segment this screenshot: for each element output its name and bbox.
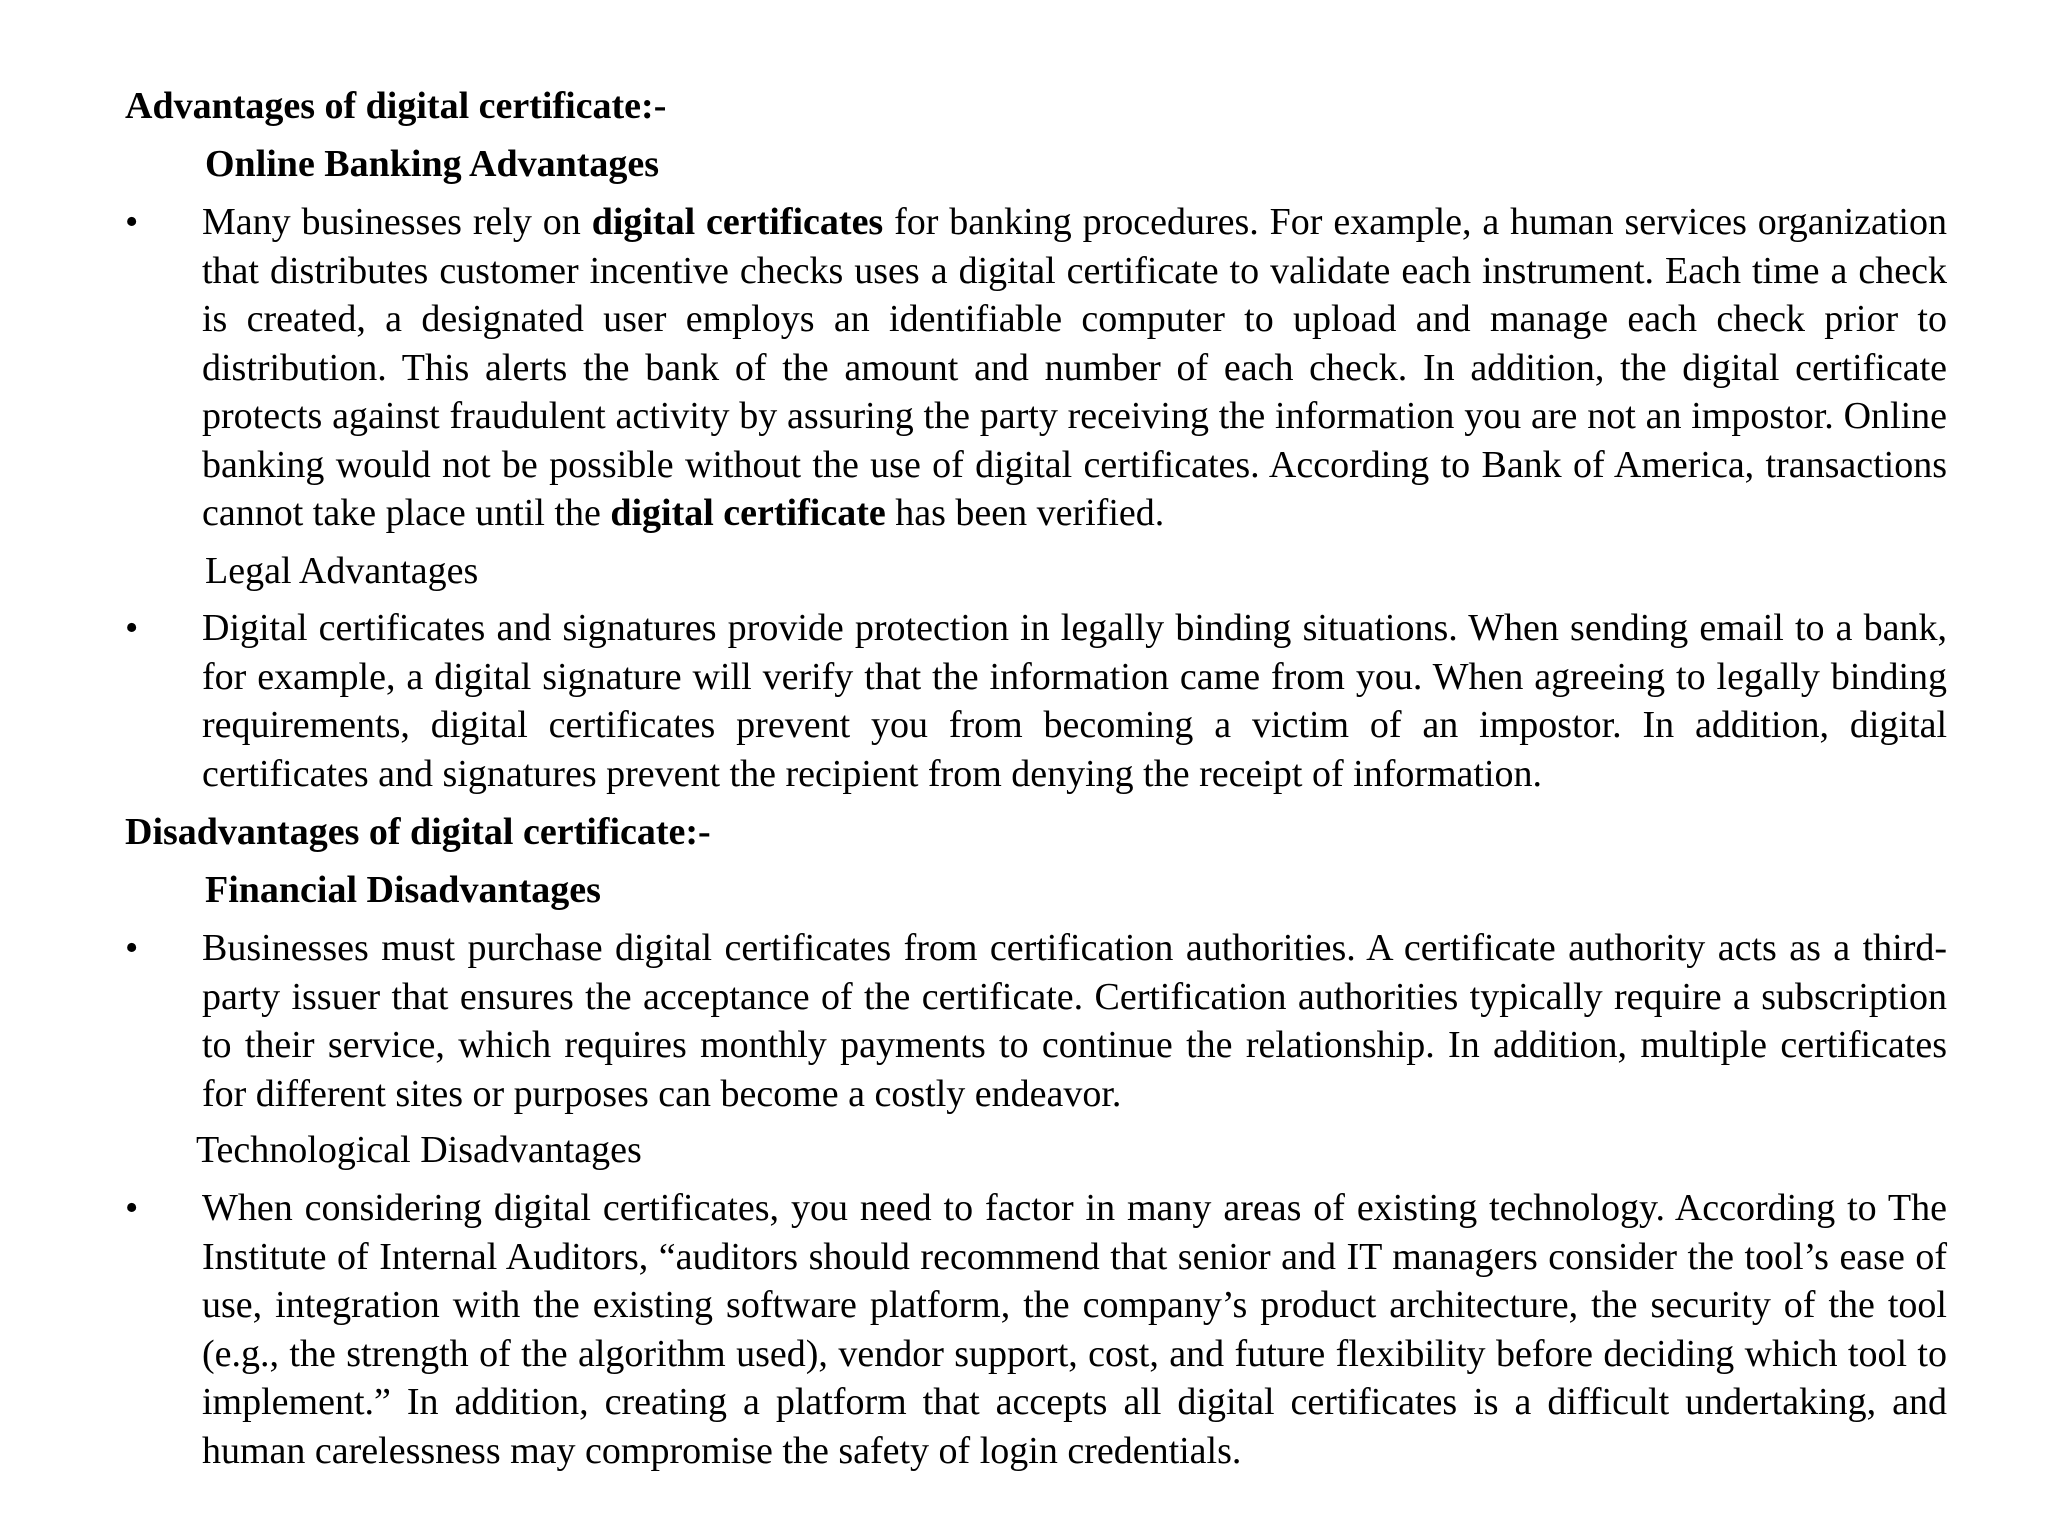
paragraph-bold-text: digital certificates: [591, 201, 884, 243]
technological-disadvantages-subheading: Technological Disadvantages: [196, 1129, 642, 1171]
online-banking-paragraph: [202, 198, 1947, 538]
bullet-icon: •: [125, 607, 139, 649]
financial-disadvantages-paragraph: Businesses must purchase digital certificates from certification authorities. A certificate authority acts as a third-party issuer that ensures the acceptance of the certificate. Certification authorities typically require a subscription to their service, which requires monthly payments to continue the relationship. In addition, multiple certificates for different sites or purposes can become a costly endeavor.: [202, 927, 1947, 1115]
paragraph-text: has been verified.: [885, 492, 1165, 534]
legal-advantages-subheading: Legal Advantages: [205, 550, 479, 592]
paragraph-text: for banking procedures. For example, a human services organization that distributes customer incentive checks uses a digital certificate to validate each instrument. Each time a check is created, a designated user employs an identifiable computer to upload and manage each check prior to distribution. This alerts the bank of the amount and number of each check. In addition, the digital certificate protects against fraudulent activity by assuring the party receiving the information you are not an impostor. Online banking would not be possible without the use of digital certificates. According to Bank of America, transactions cannot take place until the: [202, 201, 1947, 534]
bullet-icon: •: [125, 927, 139, 969]
disadvantages-heading: Disadvantages of digital certificate:-: [125, 811, 711, 853]
bullet-icon: •: [125, 201, 139, 243]
paragraph-text: Many businesses rely on: [202, 201, 592, 243]
bullet-icon: •: [125, 1187, 139, 1229]
legal-advantages-paragraph: Digital certificates and signatures provide protection in legally binding situations. When sending email to a bank, for example, a digital signature will verify that the information came from you. When agreeing to legally binding requirements, digital certificates prevent you from becoming a victim of an impostor. In addition, digital certificates and signatures prevent the recipient from denying the receipt of information.: [202, 607, 1947, 795]
financial-disadvantages-subheading: Financial Disadvantages: [205, 869, 601, 911]
advantages-heading: Advantages of digital certificate:-: [125, 85, 667, 127]
online-banking-subheading: Online Banking Advantages: [205, 143, 660, 185]
paragraph-bold-text: digital certificate: [610, 492, 886, 534]
technological-disadvantages-paragraph: When considering digital certificates, you need to factor in many areas of existing technology. According to The Institute of Internal Auditors, “auditors should recommend that senior and IT managers consider the tool’s ease of use, integration with the existing software platform, the company’s product architecture, the security of the tool (e.g., the strength of the algorithm used), vendor support, cost, and future flexibility before deciding which tool to implement.” In addition, creating a platform that accepts all digital certificates is a difficult undertaking, and human carelessness may compromise the safety of login credentials.: [202, 1187, 1947, 1472]
